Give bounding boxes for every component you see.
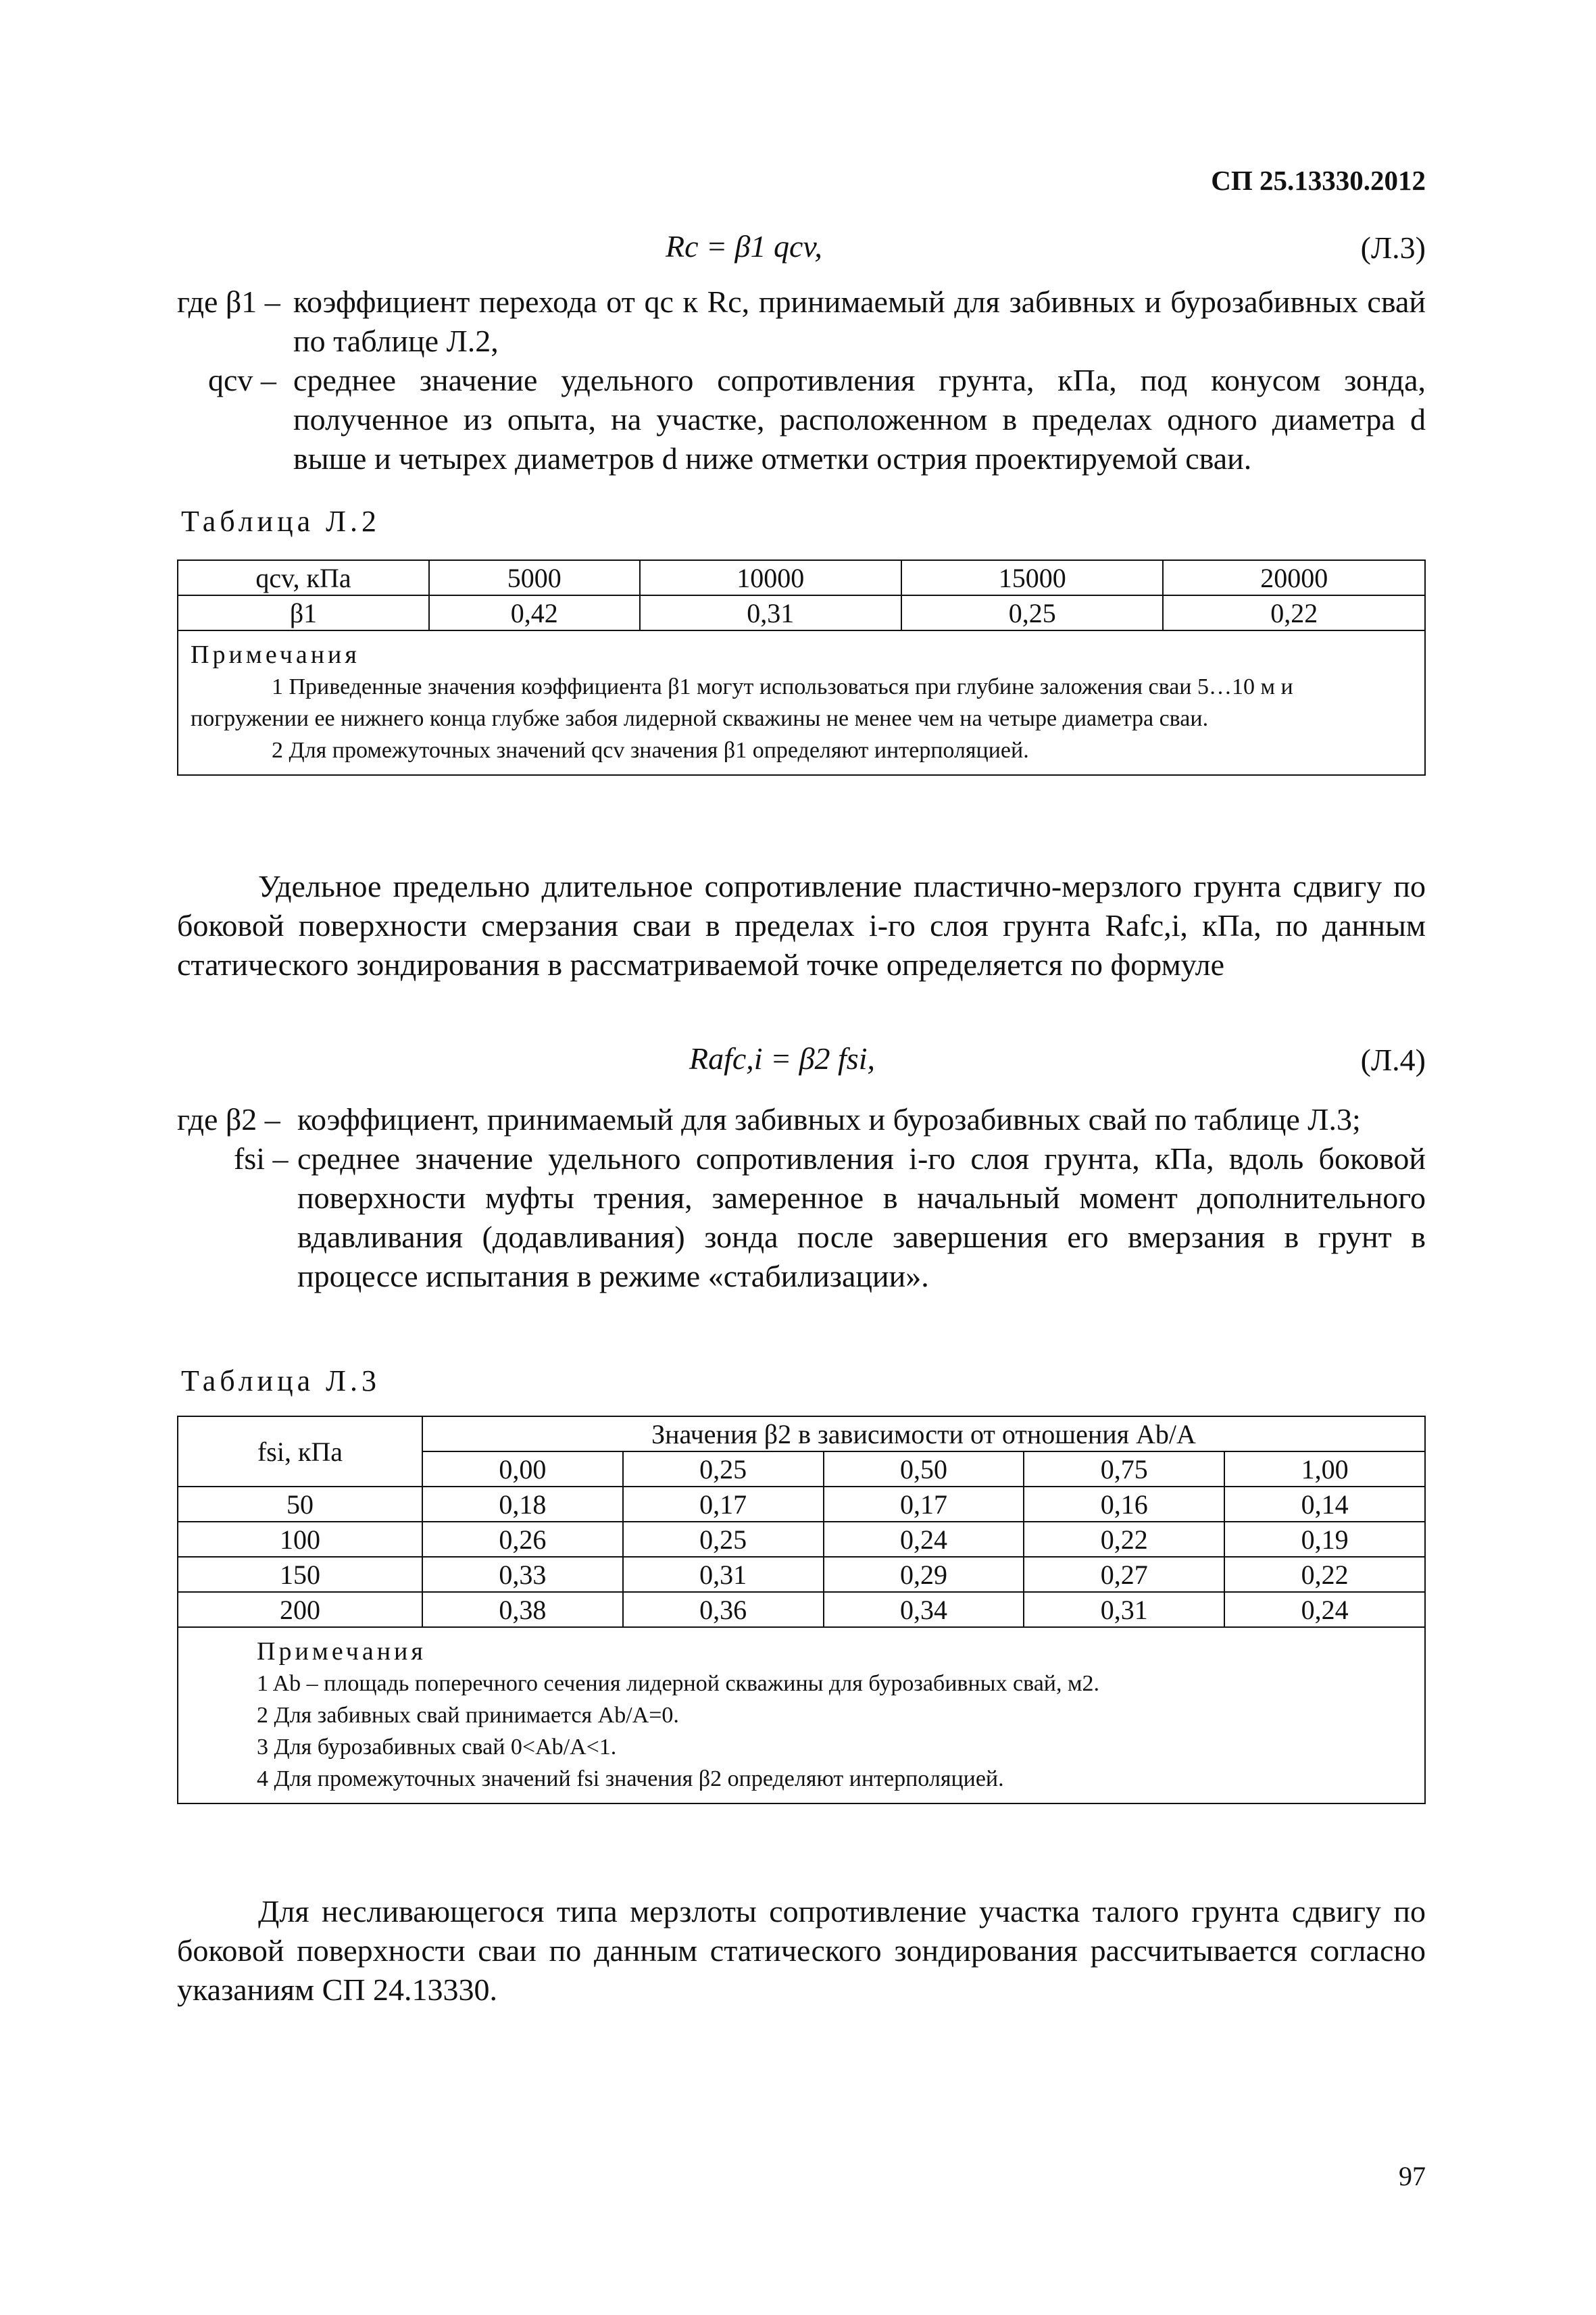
definitions-l3 [177, 282, 1426, 478]
table-cell: 0,14 [1224, 1487, 1425, 1522]
table-cell: 0,38 [422, 1592, 623, 1627]
formula-l3: Rc = β1 qcv, [666, 229, 822, 264]
table-cell: 0,26 [422, 1522, 623, 1557]
page-number: 97 [1399, 2161, 1426, 2191]
definition-text: среднее значение удельного сопротивления i-го слоя грунта, кПа, вдоль боковой поверхности муфты трения, замеренное в начальный момент дополнительного вдавливания (додавливания) зонда после завершения его вмерзания в грунт в процессе испытания в режиме «стабилизации». [297, 1141, 1426, 1293]
table-cell: 0,17 [623, 1487, 824, 1522]
table-header-ratio: 1,00 [1224, 1451, 1425, 1487]
table-header-ratio: 0,00 [422, 1451, 623, 1487]
table-notes-row [178, 630, 1425, 775]
table-notes-row [178, 1627, 1425, 1803]
note-item: 1 Приведенные значения коэффициента β1 могут использоваться при глубине заложения сваи 5…10 м и погружении ее нижнего конца глубже забоя лидерной скважины не менее чем на четыре диаметра сваи. [191, 674, 1293, 731]
table-cell: 200 [178, 1592, 422, 1627]
table-cell: 0,31 [623, 1557, 824, 1592]
table-group-header: Значения β2 в зависимости от отношения Ab/A [422, 1416, 1425, 1451]
note-item: 2 Для промежуточных значений qcv значения β1 определяют интерполяцией. [272, 738, 1029, 763]
definition-lead: fsi – [234, 1141, 289, 1176]
table-cell: 0,19 [1224, 1522, 1425, 1557]
paragraph-thawed-soil: Для несливающегося типа мерзлоты сопротивление участка талого грунта сдвигу по боковой поверхности сваи по данным статического зондирования рассчитывается согласно указаниям СП 24.13330. [177, 1894, 1426, 2007]
table-row [178, 1557, 1425, 1592]
table-cell: 100 [178, 1522, 422, 1557]
table-cell: 150 [178, 1557, 422, 1592]
table-header-ratio: 0,75 [1024, 1451, 1224, 1487]
table-row [178, 1416, 1425, 1451]
table-l2 [177, 559, 1426, 776]
table-cell: 0,33 [422, 1557, 623, 1592]
note-item: 3 Для бурозабивных свай 0<Ab/A<1. [257, 1735, 617, 1760]
table-notes [178, 630, 1425, 775]
definition-lead: где β2 – [177, 1102, 280, 1137]
table-row [178, 560, 1425, 595]
table-cell: 0,31 [640, 595, 901, 630]
table-cell: 0,34 [824, 1592, 1024, 1627]
definition-qcv [208, 361, 1426, 478]
table-cell: 0,36 [623, 1592, 824, 1627]
table-cell: 0,22 [1163, 595, 1425, 630]
table-cell: 0,29 [824, 1557, 1024, 1592]
table-cell: 10000 [640, 560, 901, 595]
table-row [178, 595, 1425, 630]
table-header-fsi: fsi, кПа [178, 1416, 422, 1487]
table-cell: qcv, кПа [178, 560, 429, 595]
table-cell: 20000 [1163, 560, 1425, 595]
table-row [178, 1487, 1425, 1522]
note-item: 1 Ab – площадь поперечного сечения лидерной скважины для бурозабивных свай, м2. [257, 1671, 1099, 1696]
table-header-ratio: 0,50 [824, 1451, 1024, 1487]
table-cell: 0,25 [901, 595, 1163, 630]
table-cell: 50 [178, 1487, 422, 1522]
table-cell: 0,16 [1024, 1487, 1224, 1522]
table-cell: 0,22 [1024, 1522, 1224, 1557]
table-cell: 0,18 [422, 1487, 623, 1522]
table-cell: 15000 [901, 560, 1163, 595]
table-cell: β1 [178, 595, 429, 630]
notes-heading: Примечания [191, 641, 360, 669]
table-cell: 0,42 [429, 595, 640, 630]
table-cell: 0,25 [623, 1522, 824, 1557]
notes-heading: Примечания [257, 1637, 426, 1666]
table-cell: 0,22 [1224, 1557, 1425, 1592]
definition-lead: где β1 – [177, 284, 280, 319]
table-cell: 0,27 [1024, 1557, 1224, 1592]
table-row [178, 1592, 1425, 1627]
table-l2-caption: Таблица Л.2 [181, 505, 381, 538]
formula-l4: Rafc,i = β2 fsi, [689, 1041, 875, 1076]
definition-text: среднее значение удельного сопротивления грунта, кПа, под конусом зонда, полученное из опыта, на участке, расположенном в пределах одного диаметра d выше и четырех диаметров d ниже отметки острия проектируемой сваи. [293, 363, 1426, 476]
table-cell: 5000 [429, 560, 640, 595]
table-header-ratio: 0,25 [623, 1451, 824, 1487]
definition-text: коэффициент, принимаемый для забивных и бурозабивных свай по таблице Л.3; [297, 1102, 1361, 1137]
formula-l3-number: (Л.3) [1360, 230, 1426, 265]
table-cell: 0,24 [824, 1522, 1024, 1557]
table-notes [178, 1627, 1425, 1803]
document-code: СП 25.13330.2012 [1211, 165, 1426, 196]
definitions-l4 [177, 1100, 1426, 1296]
table-l3 [177, 1416, 1426, 1804]
paragraph-afc-definition: Удельное предельно длительное сопротивление пластично-мерзлого грунта сдвигу по боковой поверхности смерзания сваи в пределах i-го слоя грунта Rafc,i, кПа, по данным статического зондирования в рассматриваемой точке определяется по формуле [177, 869, 1426, 982]
formula-l4-number: (Л.4) [1360, 1043, 1426, 1077]
table-row [178, 1522, 1425, 1557]
table-cell: 0,24 [1224, 1592, 1425, 1627]
definition-lead: qcv – [208, 363, 276, 397]
table-cell: 0,31 [1024, 1592, 1224, 1627]
definition-fsi [234, 1139, 1426, 1296]
note-item: 4 Для промежуточных значений fsi значения β2 определяют интерполяцией. [257, 1766, 1004, 1791]
definition-beta2 [177, 1100, 1426, 1139]
definition-text: коэффициент перехода от qc к Rc, принимаемый для забивных и бурозабивных свай по таблице Л.2, [293, 284, 1426, 358]
table-cell: 0,17 [824, 1487, 1024, 1522]
table-l3-caption: Таблица Л.3 [181, 1364, 381, 1397]
note-item: 2 Для забивных свай принимается Ab/A=0. [257, 1703, 679, 1728]
definition-beta1 [177, 282, 1426, 361]
